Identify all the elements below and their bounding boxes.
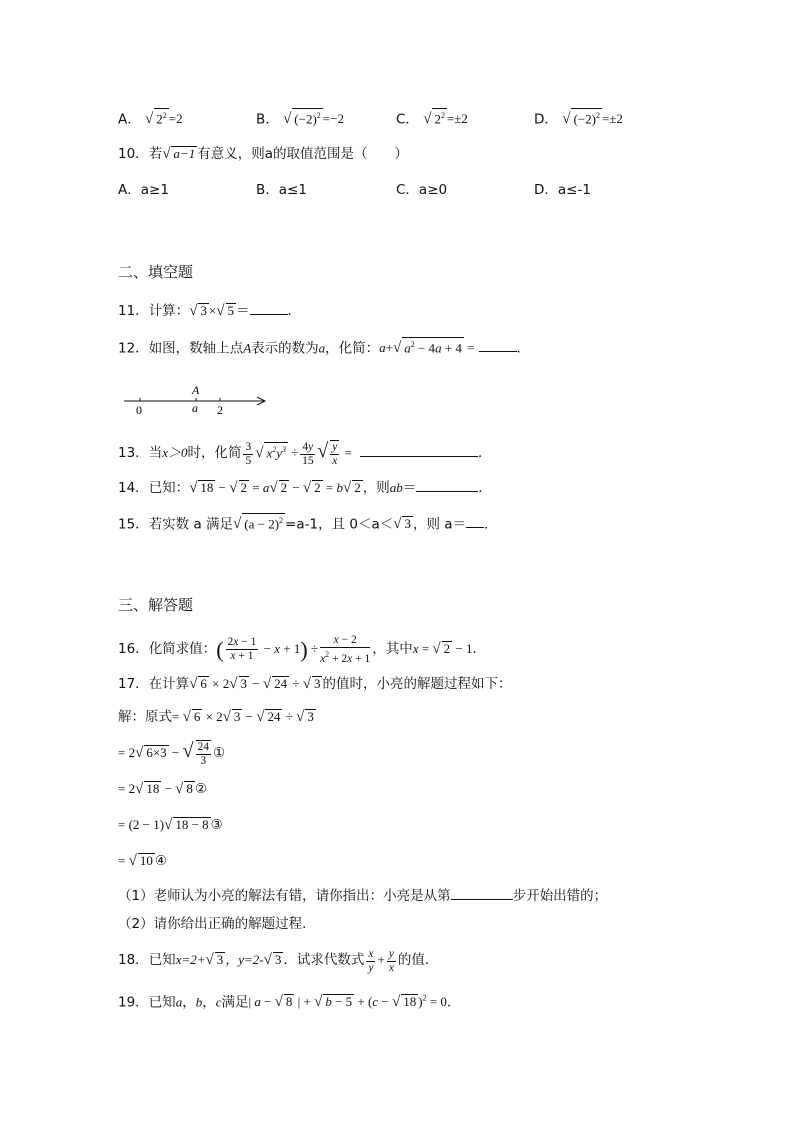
q9-option-d: D． √ $(-2)^2 =\pm 2$	[534, 108, 623, 129]
option-label: B．	[256, 111, 279, 128]
point-a-label: A	[192, 383, 200, 397]
q10-option-a: A．a≥1	[118, 182, 169, 198]
question-18: 18．已知x=2+√ 3 ，y=2-√ 3 ．试求代数式 $\frac{x}{y}$ + $\frac{y}{x}$ 的值．	[118, 947, 439, 974]
q10-option-b: B．a≤1	[256, 182, 307, 198]
q9-option-a: A． √ $2^2 =2$	[118, 108, 183, 129]
solution-line-1: = 2√ 6×3 − √ $\frac{24}{3}$ ①	[118, 740, 226, 768]
question-10: 10．若√ a−1 有意义，则a的取值范围是（ ）	[118, 146, 408, 162]
option-label: C．	[396, 111, 419, 128]
question-13: 13．当x＞0时，化简 $\frac{3}{5}$ √ $x^2y^3$ ÷ $\frac{4y}{15}$ √ $\frac{y}{x}$ = ．	[118, 440, 492, 468]
answer-blank[interactable]	[479, 337, 517, 352]
question-11: 11．计算：√ 3 ×√ 5 ＝ ．	[118, 300, 301, 321]
step-marker: ②	[194, 781, 208, 797]
question-15: 15．若实数 a 满足√ $(a - 2)^2 =a-1$，且 0＜a＜√ 3 ，则 a＝ ．	[118, 513, 498, 534]
solution-line-4: = √ 10 ④	[118, 853, 167, 869]
question-19: 19．已知a，b，c满足| a − √ 8 | + √ b − 5 + (c − √ 18 )$^2$ = 0．	[118, 994, 461, 1011]
option-label: A．	[118, 111, 141, 128]
q9-option-c: C． √ $2^2 =\pm 2$	[396, 108, 468, 129]
solution-line-2: = 2√ 18 − √ 8 ②	[118, 781, 208, 797]
option-expr: =±2	[601, 111, 623, 127]
section-heading-answer: 三、解答题	[118, 596, 194, 614]
question-12: 12．如图，数轴上点A表示的数为a，化简：a+√ $a^2 - 4a + 4$ = ．	[118, 337, 530, 358]
answer-blank[interactable]	[466, 513, 484, 528]
step-marker: ④	[154, 853, 167, 869]
answer-blank[interactable]	[416, 477, 478, 492]
answer-blank[interactable]	[250, 300, 288, 315]
answer-blank[interactable]	[451, 885, 513, 900]
step-marker: ①	[213, 745, 226, 761]
step-marker: ③	[210, 817, 223, 833]
solution-line-0: 解：原式= √ 6 × 2√ 3 − √ 24 ÷ √ 3	[118, 709, 314, 725]
q10-option-d: D．a≤-1	[534, 182, 591, 198]
answer-blank[interactable]	[360, 442, 478, 457]
option-expr: =2	[168, 111, 183, 127]
q10-option-c: C．a≥0	[396, 182, 448, 198]
question-14: 14．已知：√ 18 − √ 2 = a√ 2 − √ 2 = b√ 2 ，则ab＝ ．	[118, 477, 492, 498]
section-heading-fill-in: 二、填空题	[118, 263, 194, 281]
number-line-figure	[118, 380, 278, 418]
question-17: 17．在计算√ 6 × 2√ 3 − √ 24 ÷ √ 3 的值时，小亮的解题过程如下：	[118, 676, 512, 692]
question-16: 16．化简求值：( $\frac{2x - 1}{x + 1}$ − x + 1) ÷ $\frac{x - 2}{x^2 + 2x + 1}$ ，其中x = √ 2 − 1．	[118, 634, 486, 665]
option-expr: =±2	[446, 111, 468, 127]
label-a: a	[192, 401, 198, 415]
option-expr: =−2	[322, 111, 344, 127]
question-17-part-2: （2）请你给出正确的解题过程．	[118, 916, 316, 932]
solution-line-3: = (2 − 1)√ 18 − 8 ③	[118, 817, 223, 833]
question-17-part-1: （1）老师认为小亮的解法有错，请你指出：小亮是从第 步开始出错的；	[118, 885, 607, 906]
label-2: 2	[217, 403, 223, 417]
q9-option-b: B． √ $(-2)^2 =-2$	[256, 108, 344, 129]
option-label: D．	[534, 111, 558, 128]
label-0: 0	[136, 403, 142, 417]
